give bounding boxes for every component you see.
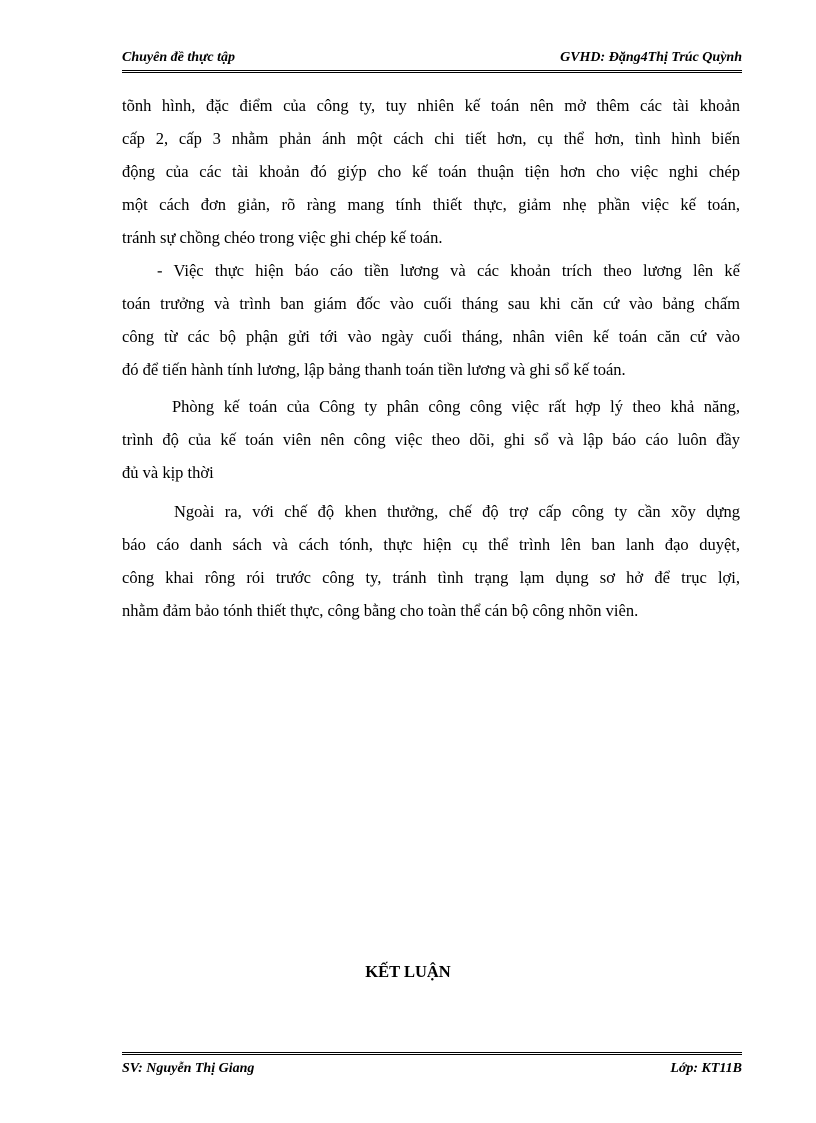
conclusion-heading: KẾT LUẬN — [365, 962, 451, 981]
text-line: báo cáo danh sách và cách tónh, thực hiện cụ thể trình lên ban lanh đạo duyệt, — [122, 535, 740, 554]
text-line: nhằm đảm bảo tónh thiết thực, công bằng cho toàn thể cán bộ công nhõn viên. — [122, 601, 639, 620]
header-document-title: Chuyên đề thực tập — [122, 50, 236, 65]
text-line: tránh sự chồng chéo trong việc ghi chép kế toán. — [122, 228, 443, 247]
text-line: công từ các bộ phận gửi tới vào ngày cuối tháng, nhân viên kế toán căn cứ vào — [122, 327, 740, 346]
text-line: Ngoài ra, với chế độ khen thưởng, chế độ trợ cấp công ty cần xõy dựng — [174, 502, 740, 521]
text-line: cấp 2, cấp 3 nhằm phản ánh một cách chi tiết hơn, cụ thể hơn, tình hình biến — [122, 129, 740, 148]
text-line: toán trưởng và trình ban giám đốc vào cuối tháng sau khi căn cứ vào bảng chấm — [122, 294, 740, 313]
header-supervisor: GVHD: Đặng4Thị Trúc Quỳnh — [560, 50, 742, 65]
text-line: công khai rông rói trước công ty, tránh tình trạng lạm dụng sơ hở để trục lợi, — [122, 568, 740, 587]
text-line: đó để tiến hành tính lương, lập bảng thanh toán tiền lương và ghi sổ kế toán. — [122, 360, 626, 379]
text-line: đủ và kịp thời — [122, 463, 214, 482]
text-line: động của các tài khoản đó giýp cho kế toán thuận tiện hơn cho việc nghi chép — [122, 162, 740, 181]
text-line: một cách đơn giản, rõ ràng mang tính thiết thực, giảm nhẹ phần việc kế toán, — [122, 195, 740, 214]
footer-class: Lớp: KT11B — [670, 1061, 742, 1076]
text-line: trình độ của kế toán viên nên công việc theo dõi, ghi sổ và lập báo cáo luôn đầy — [122, 430, 740, 449]
text-line: tõnh hình, đặc điểm của công ty, tuy nhiên kế toán nên mở thêm các tài khoản — [122, 96, 740, 115]
text-line: Phòng kế toán của Công ty phân công công việc rất hợp lý theo khả năng, — [172, 397, 740, 416]
text-line: - Việc thực hiện báo cáo tiền lương và các khoản trích theo lương lên kế — [157, 261, 740, 280]
page-header — [122, 50, 742, 73]
page-footer — [122, 1052, 742, 1079]
footer-student-name: SV: Nguyễn Thị Giang — [122, 1061, 255, 1076]
